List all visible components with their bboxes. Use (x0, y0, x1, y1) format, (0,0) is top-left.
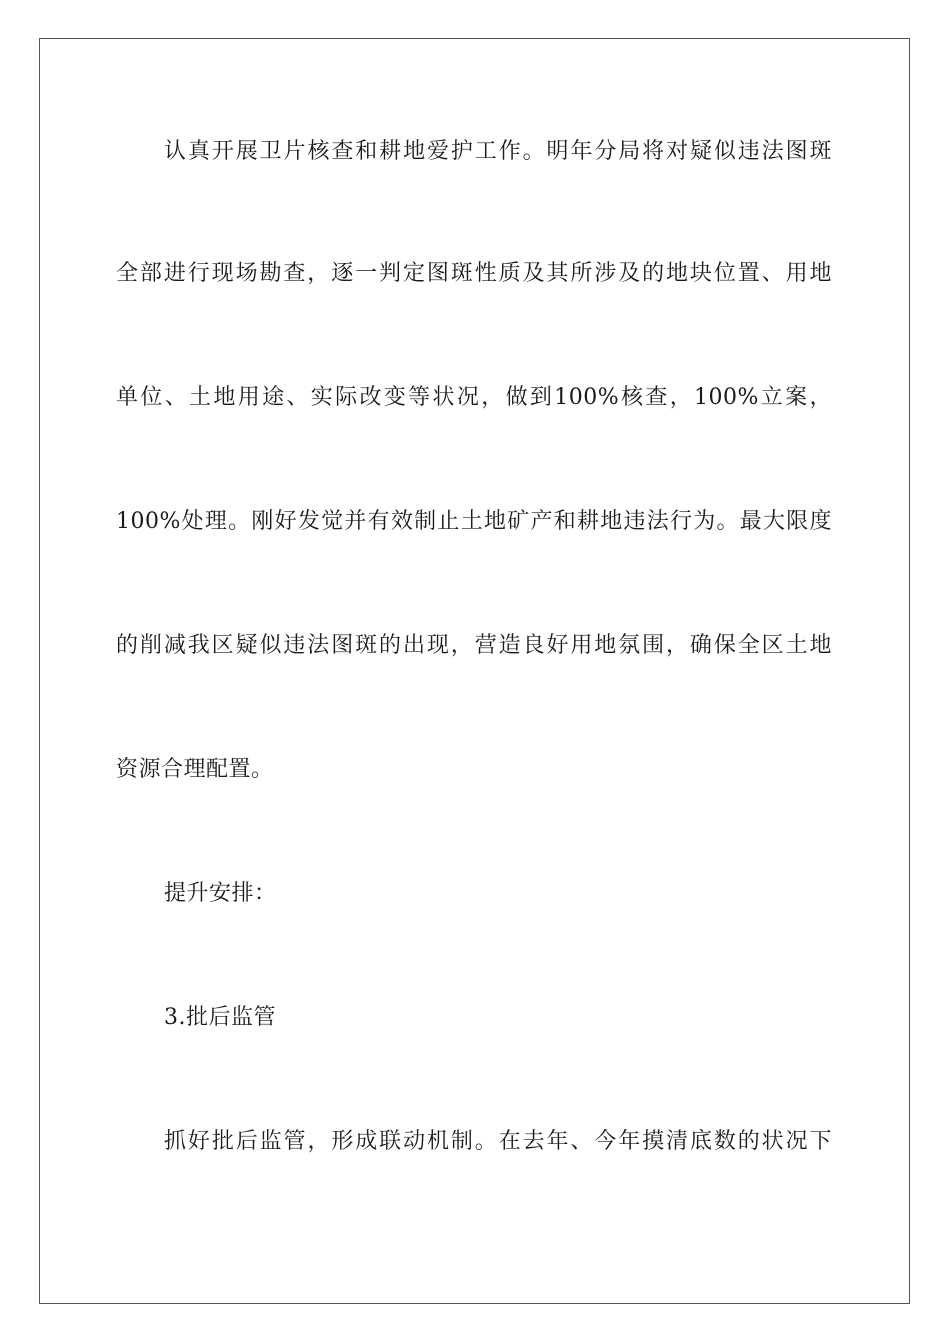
section-heading: 3.批后监管 (164, 1005, 276, 1030)
paragraph-line-3: 单位、土地用途、实际改变等状况，做到100%核查，100%立案， (116, 385, 832, 410)
paragraph-line-4: 100%处理。刚好发觉并有效制止土地矿产和耕地违法行为。最大限度 (116, 509, 832, 534)
section-label: 提升安排： (164, 881, 277, 906)
paragraph-line-7: 抓好批后监管，形成联动机制。在去年、今年摸清底数的状况下 (164, 1129, 832, 1154)
paragraph-line-2: 全部进行现场勘查，逐一判定图斑性质及其所涉及的地块位置、用地 (116, 261, 832, 286)
page-frame (39, 38, 910, 1304)
paragraph-line-5: 的削减我区疑似违法图斑的出现，营造良好用地氛围，确保全区土地 (116, 633, 832, 658)
paragraph-line-1: 认真开展卫片核查和耕地爱护工作。明年分局将对疑似违法图斑 (164, 139, 832, 164)
paragraph-line-6: 资源合理配置。 (116, 757, 274, 782)
